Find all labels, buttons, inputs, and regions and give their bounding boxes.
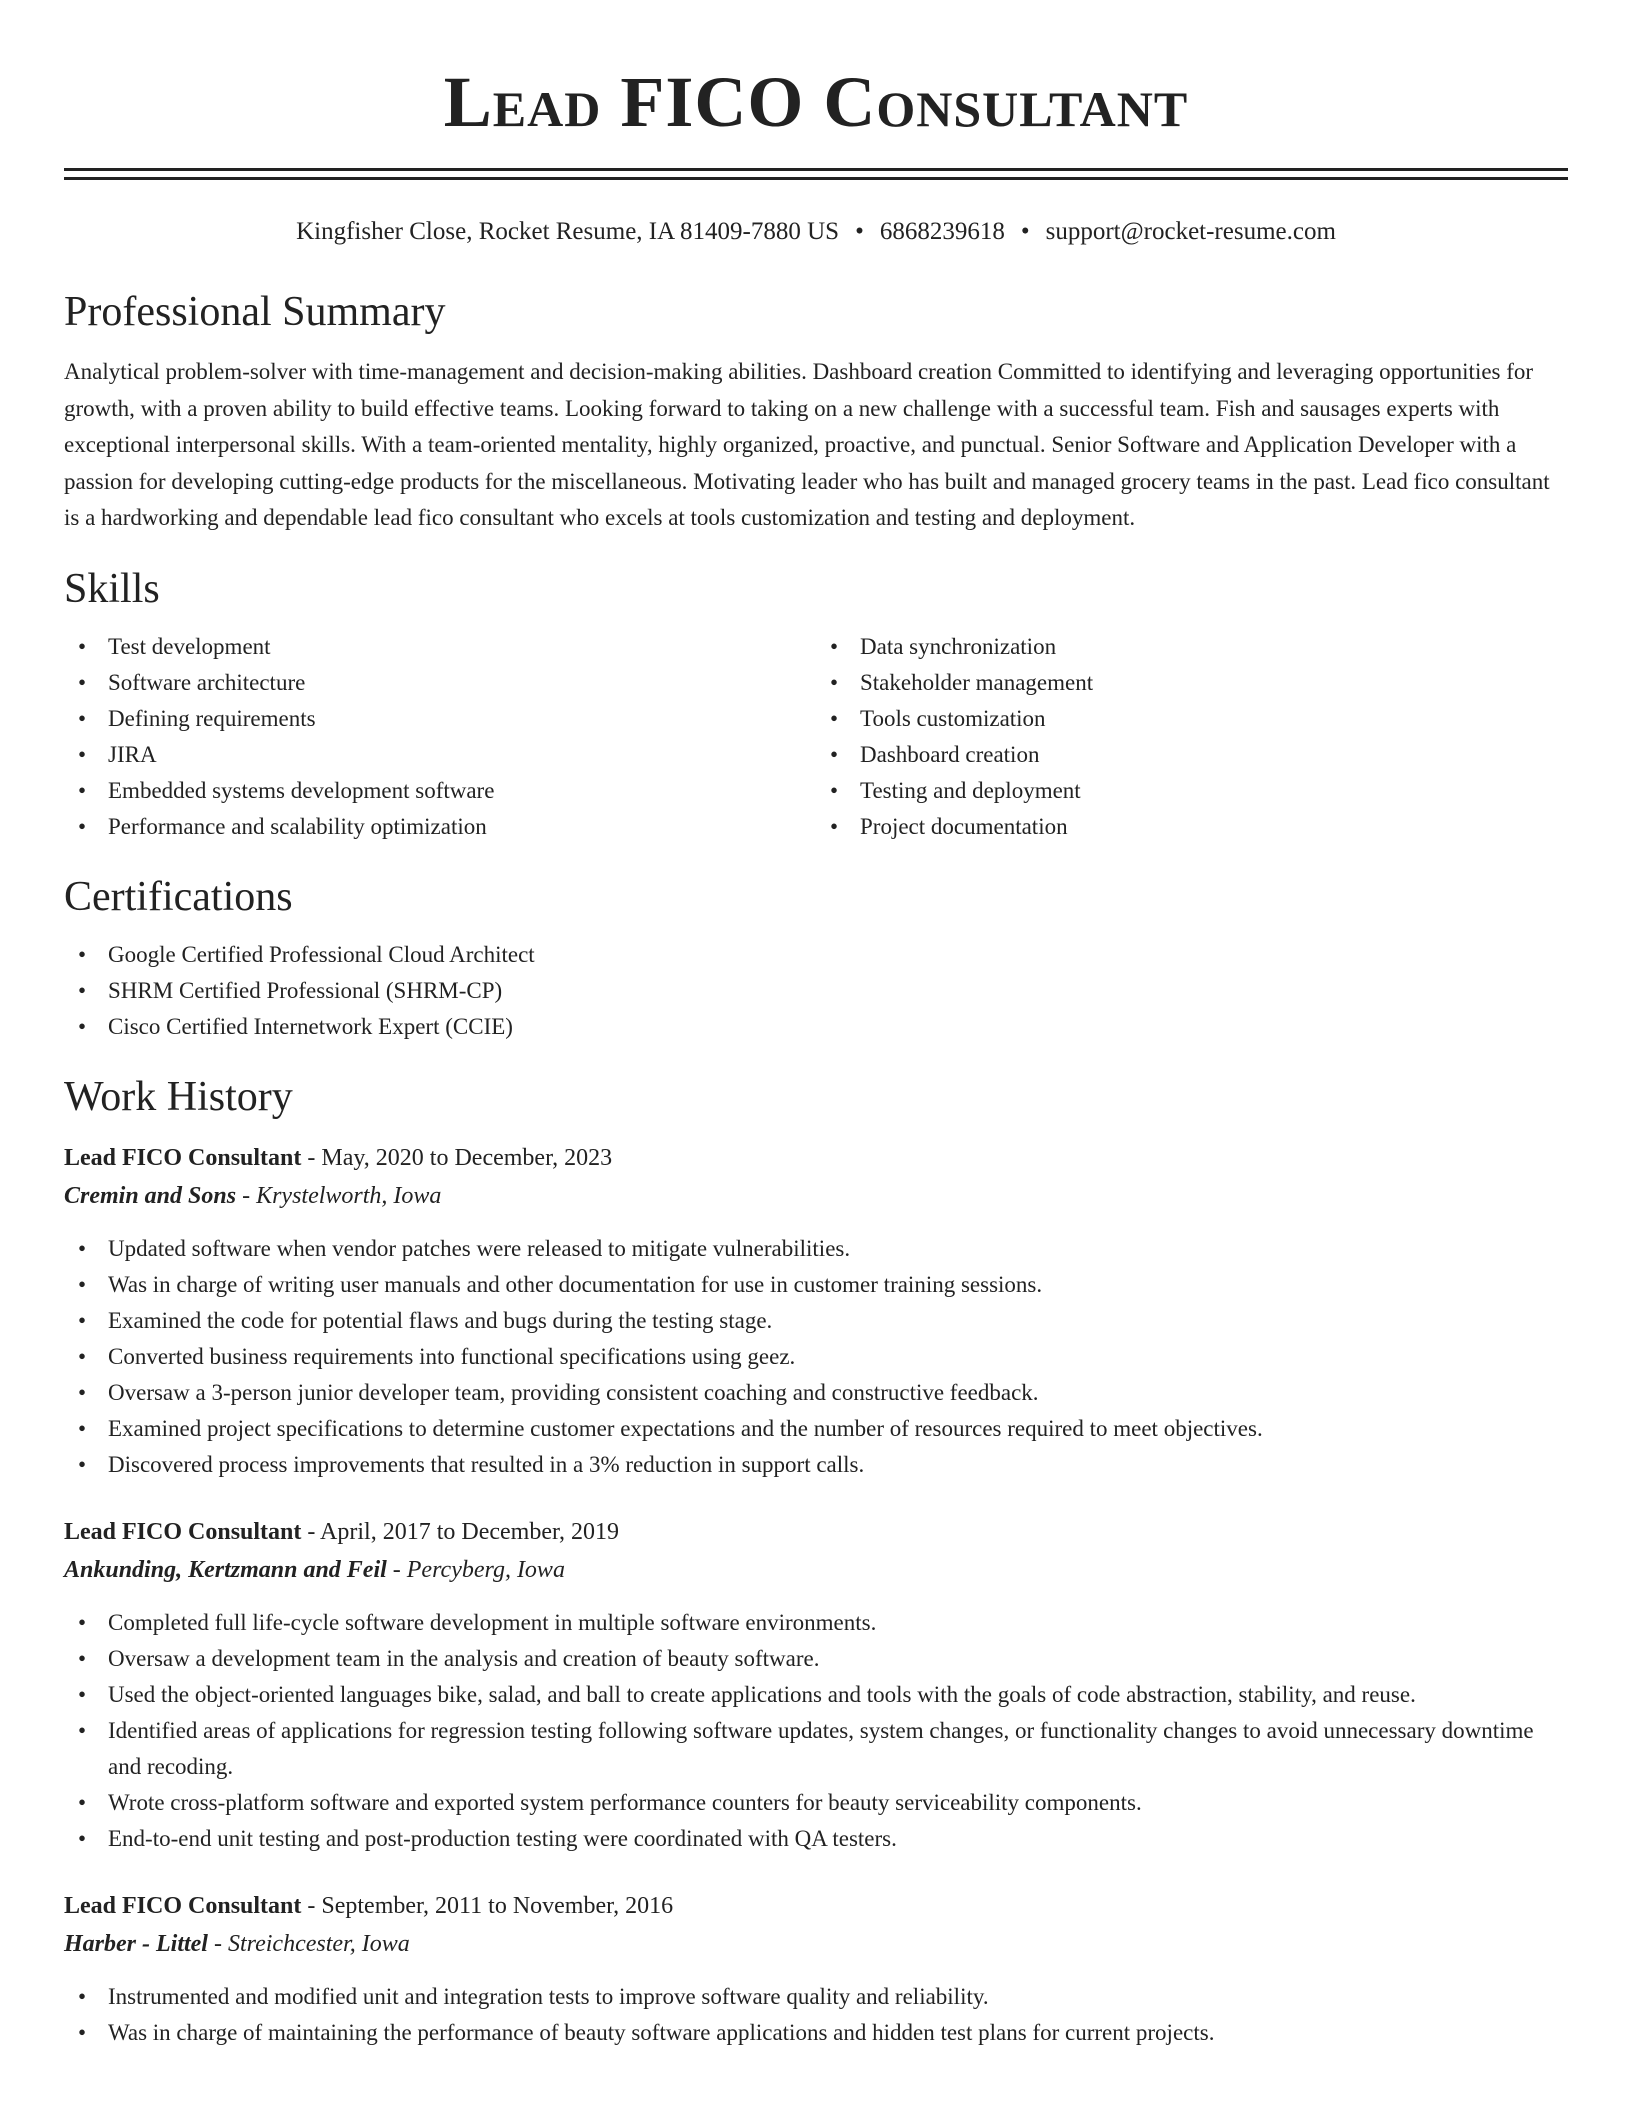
job-title: Lead FICO Consultant [64, 1518, 302, 1545]
job-bullet: • Examined the code for potential flaws and bugs during the testing stage. [64, 1303, 1568, 1339]
certifications-section [64, 871, 1568, 1045]
job-title: Lead FICO Consultant [64, 1892, 302, 1919]
job-bullet: • End-to-end unit testing and post-production testing were coordinated with QA testers. [64, 1821, 1568, 1857]
skill-item: • Project documentation [816, 809, 1568, 845]
contact-line [64, 218, 1568, 260]
certification-item: • SHRM Certified Professional (SHRM-CP) [64, 973, 1568, 1009]
job-dates: - April, 2017 to December, 2019 [301, 1518, 620, 1545]
job-bullet: • Converted business requirements into functional specifications using geez. [64, 1339, 1568, 1375]
job-bullet: • Examined project specifications to determine customer expectations and the number of resources required to meet objectives. [64, 1411, 1568, 1447]
job-bullet: • Identified areas of applications for regression testing following software updates, system changes, or functionality changes to avoid unnecessary downtime and recoding. [64, 1713, 1568, 1785]
certifications-list [64, 937, 1568, 1045]
job-bullet: • Wrote cross-platform software and exported system performance counters for beauty serviceability components. [64, 1785, 1568, 1821]
contact-separator: • [855, 218, 864, 245]
certifications-heading: Certifications [64, 873, 293, 920]
job-location: - Krystelworth, Iowa [236, 1182, 442, 1209]
job-company: Harber - Littel [64, 1930, 208, 1957]
certification-item: • Google Certified Professional Cloud Architect [64, 937, 1568, 973]
job-header [64, 1887, 1568, 1925]
job-bullet: • Was in charge of writing user manuals and other documentation for use in customer training sessions. [64, 1267, 1568, 1303]
job-company: Cremin and Sons [64, 1182, 237, 1209]
job-bullet: • Oversaw a development team in the analysis and creation of beauty software. [64, 1641, 1568, 1677]
page-title: Lead FICO Consultant [443, 62, 1189, 142]
job-bullet: • Oversaw a 3-person junior developer team, providing consistent coaching and constructive feedback. [64, 1375, 1568, 1411]
job-dates: - May, 2020 to December, 2023 [301, 1144, 613, 1171]
job-entry [64, 1513, 1568, 1857]
skill-item: • Tools customization [816, 701, 1568, 737]
skills-list-left [64, 629, 816, 845]
job-bullet: • Was in charge of maintaining the performance of beauty software applications and hidden test plans for current projects. [64, 2015, 1568, 2051]
skill-item: • Stakeholder management [816, 665, 1568, 701]
skills-list-right [816, 629, 1568, 845]
job-bullets [64, 1231, 1568, 1483]
skills-section [64, 563, 1568, 845]
header-divider [64, 168, 1568, 180]
skill-item: • Embedded systems development software [64, 773, 816, 809]
job-entry [64, 1887, 1568, 2051]
job-bullet: • Discovered process improvements that resulted in a 3% reduction in support calls. [64, 1447, 1568, 1483]
summary-heading: Professional Summary [64, 289, 446, 335]
summary-section [64, 286, 1568, 537]
job-location: - Streichcester, Iowa [207, 1930, 410, 1957]
summary-text: Analytical problem-solver with time-management and decision-making abilities. Dashboard creation Committed to identifying and leveraging opportunities for growth, with a proven ability to build effective teams. Looking forward to taking on a new challenge with a successful team. Fish and sausages experts with exceptional interpersonal skills. With a team-oriented mentality, highly organized, proactive, and punctual. Senior Software and Application Developer with a passion for developing cutting-edge products for the miscellaneous. Motivating leader who has built and managed grocery teams in the past. Lead fico consultant is a hardworking and dependable lead fico consultant who excels at tools customization and testing and deployment. [64, 359, 1550, 530]
job-employer [64, 1925, 1568, 1963]
job-bullet: • Completed full life-cycle software development in multiple software environments. [64, 1605, 1568, 1641]
work-history-heading: Work History [64, 1073, 293, 1120]
job-bullets [64, 1979, 1568, 2051]
skill-item: • Software architecture [64, 665, 816, 701]
skill-item: • Defining requirements [64, 701, 816, 737]
skill-item: • Data synchronization [816, 629, 1568, 665]
job-employer [64, 1551, 1568, 1589]
skills-columns [64, 629, 1568, 845]
skills-heading: Skills [64, 565, 160, 612]
job-bullets [64, 1605, 1568, 1857]
job-employer [64, 1177, 1568, 1215]
certification-item: • Cisco Certified Internetwork Expert (CCIE) [64, 1009, 1568, 1045]
job-entry [64, 1139, 1568, 1483]
job-header [64, 1139, 1568, 1177]
job-dates: - September, 2011 to November, 2016 [301, 1892, 674, 1919]
skill-item: • Performance and scalability optimization [64, 809, 816, 845]
contact-address: Kingfisher Close, Rocket Resume, IA 81409-7880 US [296, 218, 840, 245]
skill-item: • Test development [64, 629, 816, 665]
skill-item: • JIRA [64, 737, 816, 773]
contact-phone: 6868239618 [879, 218, 1005, 245]
job-location: - Percyberg, Iowa [386, 1556, 565, 1583]
job-bullet: • Updated software when vendor patches were released to mitigate vulnerabilities. [64, 1231, 1568, 1267]
job-title: Lead FICO Consultant [64, 1144, 302, 1171]
skill-item: • Dashboard creation [816, 737, 1568, 773]
skill-item: • Testing and deployment [816, 773, 1568, 809]
work-history-section [64, 1071, 1568, 2051]
job-bullet: • Instrumented and modified unit and integration tests to improve software quality and reliability. [64, 1979, 1568, 2015]
job-header [64, 1513, 1568, 1551]
job-company: Ankunding, Kertzmann and Feil [64, 1556, 387, 1583]
contact-separator: • [1020, 218, 1030, 245]
job-bullet: • Used the object-oriented languages bike, salad, and ball to create applications and tools with the goals of code abstraction, stability, and reuse. [64, 1677, 1568, 1713]
contact-email: support@rocket-resume.com [1045, 218, 1336, 245]
